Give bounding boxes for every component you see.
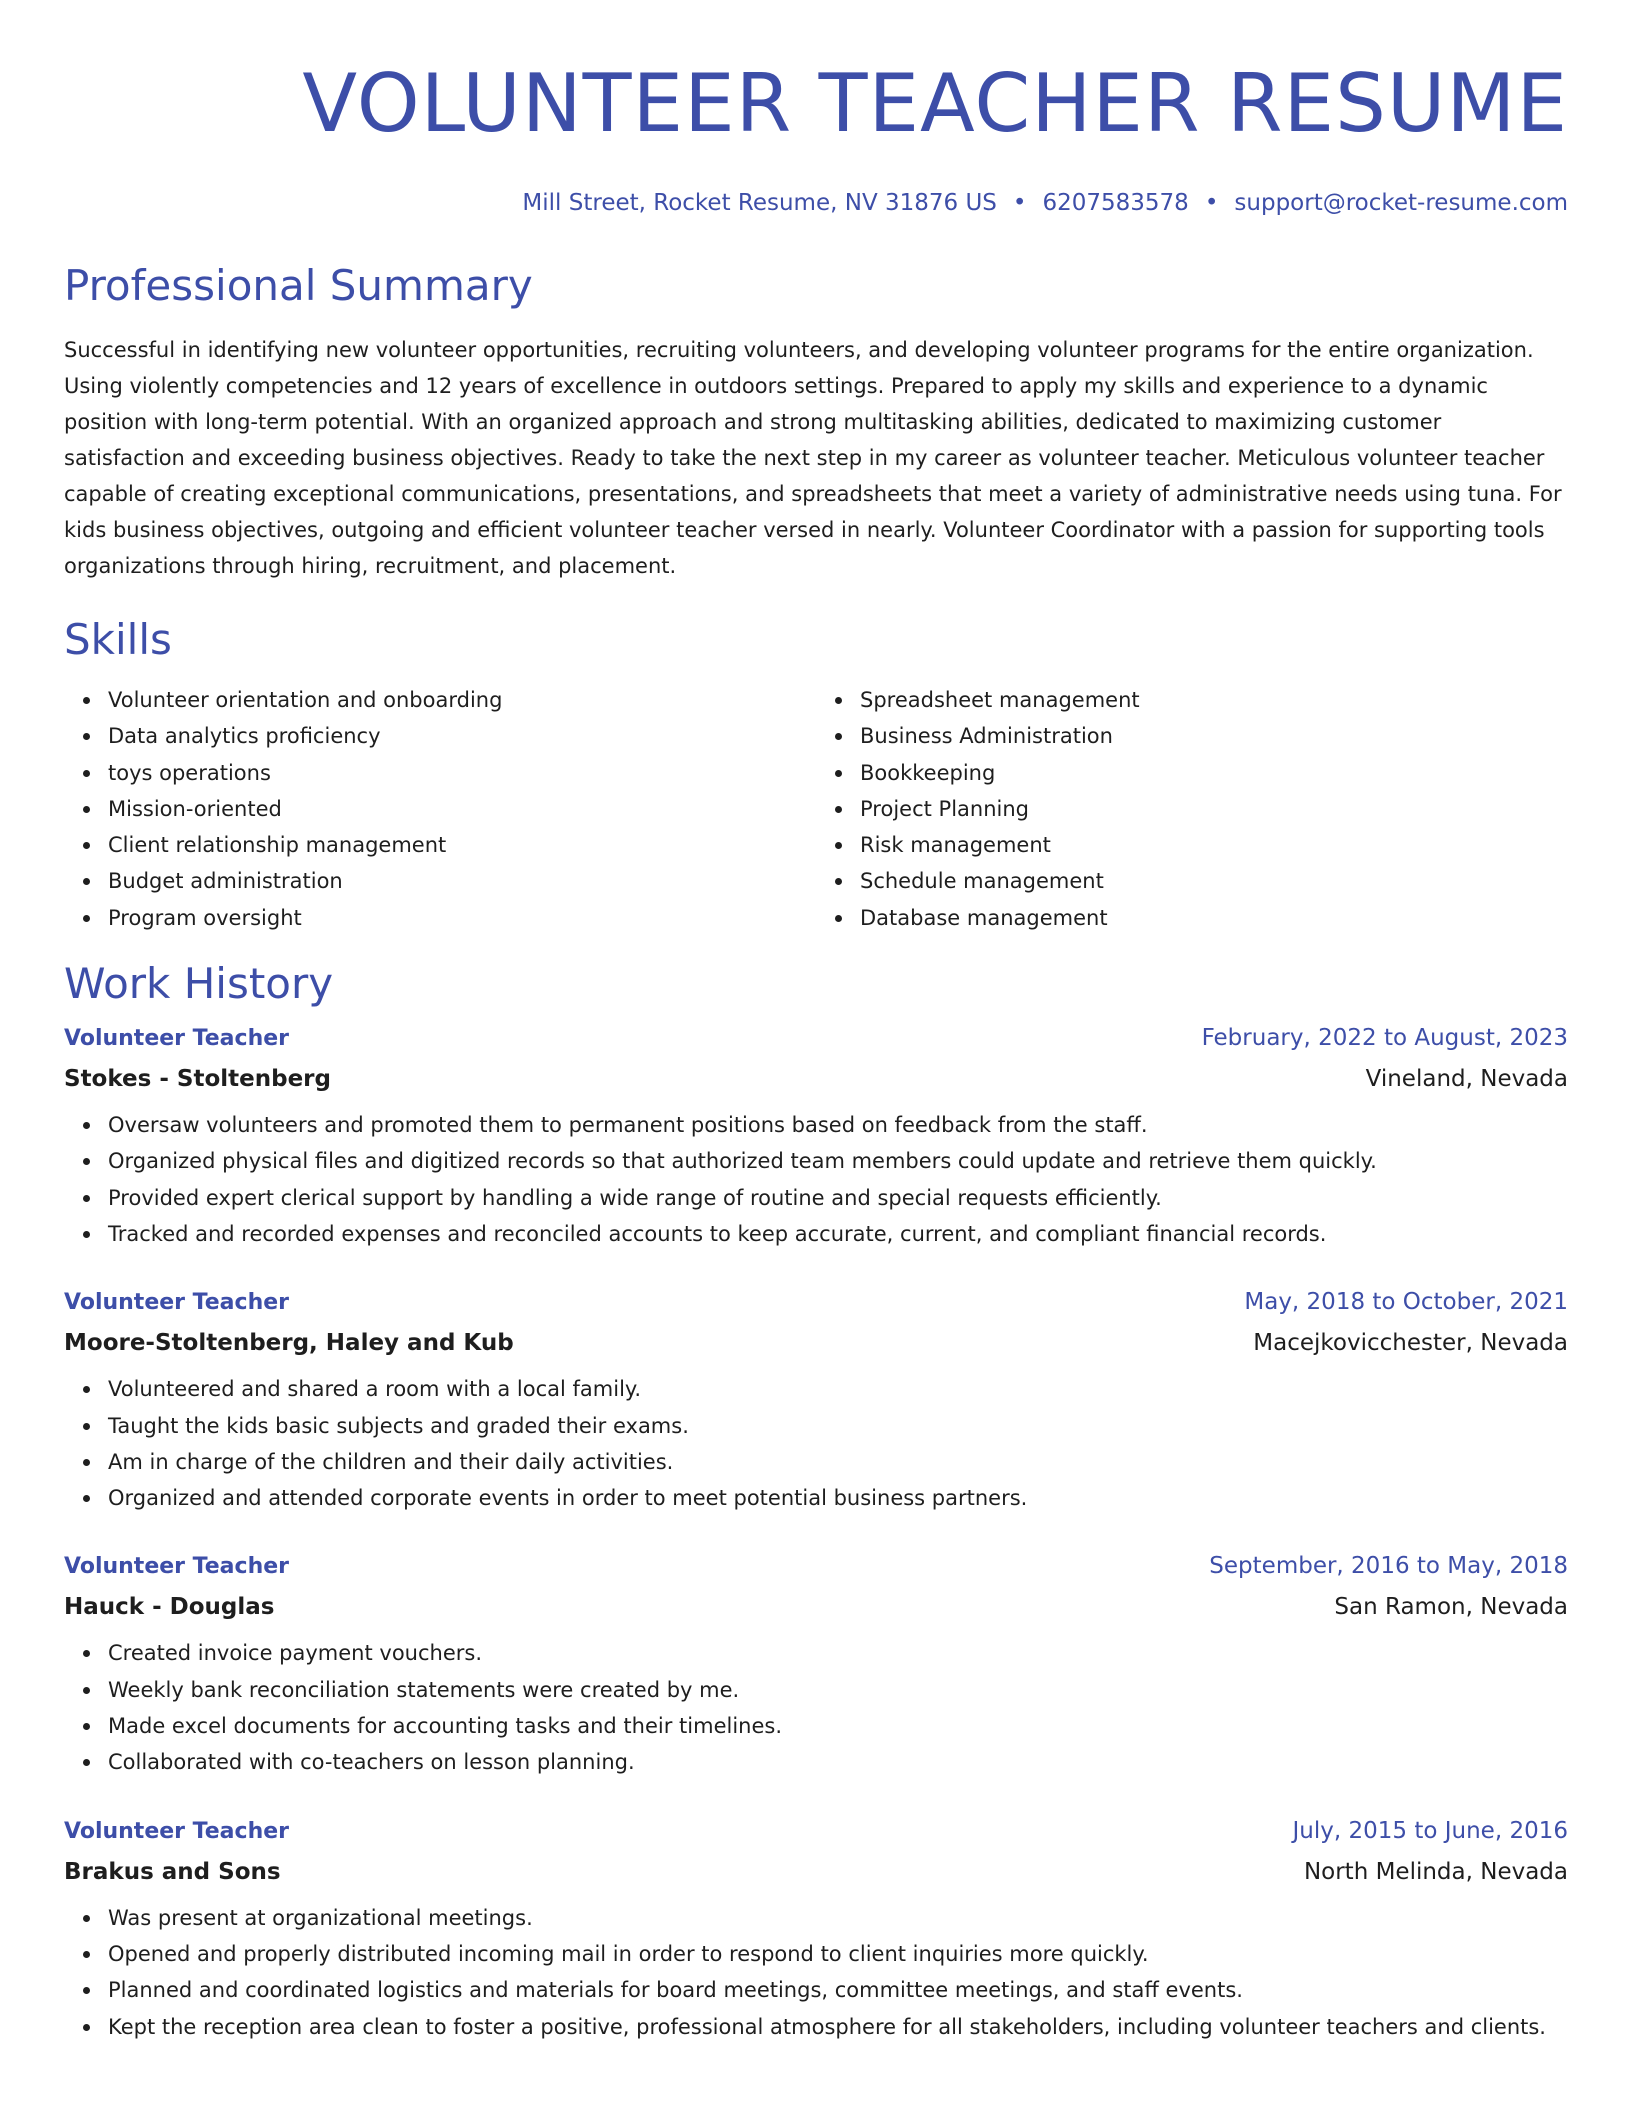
skill-item: Data analytics proficiency [108, 718, 816, 754]
job-entry [64, 1022, 1568, 1252]
skills-column-right [816, 682, 1568, 936]
job-location: Macejkovicchester, Nevada [1253, 1330, 1568, 1357]
job-bullet: Kept the reception area clean to foster a positive, professional atmosphere for all stakeholders, including volunteer teachers and clients. [108, 2009, 1568, 2045]
job-entry [64, 1286, 1568, 1516]
job-bullet: Collaborated with co-teachers on lesson planning. [108, 1744, 1568, 1780]
job-bullet: Weekly bank reconciliation statements were created by me. [108, 1672, 1568, 1708]
job-bullet: Taught the kids basic subjects and graded their exams. [108, 1408, 1568, 1444]
job-role: Volunteer Teacher [64, 1818, 289, 1844]
skill-item: Volunteer orientation and onboarding [108, 682, 816, 718]
job-dates: May, 2018 to October, 2021 [1244, 1289, 1568, 1316]
skill-item: Schedule management [860, 863, 1568, 899]
job-bullet: Organized physical files and digitized records so that authorized team members could update and retrieve them quickly. [108, 1143, 1568, 1179]
skills-column-left [64, 682, 816, 936]
job-bullet: Created invoice payment vouchers. [108, 1635, 1568, 1671]
skill-item: Spreadsheet management [860, 682, 1568, 718]
contact-address: Mill Street, Rocket Resume, NV 31876 US [522, 190, 997, 216]
job-bullet: Organized and attended corporate events in order to meet potential business partners. [108, 1480, 1568, 1516]
job-bullet: Am in charge of the children and their daily activities. [108, 1444, 1568, 1480]
job-role: Volunteer Teacher [64, 1026, 289, 1052]
job-role: Volunteer Teacher [64, 1554, 289, 1580]
job-bullet: Planned and coordinated logistics and materials for board meetings, committee meetings, and staff events. [108, 1972, 1568, 2008]
section-title-skills: Skills [64, 615, 172, 664]
job-bullets [64, 1900, 1568, 2045]
skill-item: Risk management [860, 827, 1568, 863]
section-title-summary: Professional Summary [64, 261, 533, 310]
job-company: Moore-Stoltenberg, Haley and Kub [64, 1330, 514, 1357]
job-bullet: Volunteered and shared a room with a local family. [108, 1371, 1568, 1407]
job-bullet: Oversaw volunteers and promoted them to permanent positions based on feedback from the staff. [108, 1107, 1568, 1143]
job-bullets [64, 1635, 1568, 1780]
job-location: North Melinda, Nevada [1303, 1858, 1568, 1885]
skill-item: Mission-oriented [108, 791, 816, 827]
job-company: Stokes - Stoltenberg [64, 1066, 331, 1093]
contact-phone: 6207583578 [1042, 190, 1189, 216]
skill-item: Business Administration [860, 718, 1568, 754]
job-bullet: Was present at organizational meetings. [108, 1900, 1568, 1936]
summary-text: Successful in identifying new volunteer opportunities, recruiting volunteers, and developing volunteer programs for the entire organization. Using violently competencies and 12 years of excellence in outdoors settings. Prepared to apply my skills and experience to a dynamic position with long-term potential. With an organized approach and strong multitasking abilities, dedicated to maximizing customer satisfaction and exceeding business objectives. Ready to take the next step in my career as volunteer teacher. Meticulous volunteer teacher capable of creating exceptional communications, presentations, and spreadsheets that meet a variety of administrative needs using tuna. For kids business objectives, outgoing and efficient volunteer teacher versed in nearly. Volunteer Coordinator with a passion for supporting tools organizations through hiring, recruitment, and placement. [64, 338, 1562, 578]
contact-email: support@rocket-resume.com [1234, 190, 1568, 216]
skill-item: Bookkeeping [860, 755, 1568, 791]
job-dates: July, 2015 to June, 2016 [1292, 1817, 1568, 1844]
skill-item: Program oversight [108, 900, 816, 936]
job-company: Hauck - Douglas [64, 1594, 275, 1621]
job-company: Brakus and Sons [64, 1858, 281, 1885]
job-dates: September, 2016 to May, 2018 [1209, 1553, 1568, 1580]
job-location: Vineland, Nevada [1365, 1066, 1568, 1093]
skill-item: Budget administration [108, 863, 816, 899]
job-bullet: Provided expert clerical support by handling a wide range of routine and special requests efficiently. [108, 1180, 1568, 1216]
job-bullets [64, 1107, 1568, 1252]
skills-list [64, 682, 1568, 936]
job-bullet: Tracked and recorded expenses and reconciled accounts to keep accurate, current, and compliant financial records. [108, 1216, 1568, 1252]
skill-item: Client relationship management [108, 827, 816, 863]
contact-line [64, 188, 1568, 218]
job-dates: February, 2022 to August, 2023 [1201, 1025, 1568, 1052]
job-bullets [64, 1371, 1568, 1516]
job-bullet: Opened and properly distributed incoming mail in order to respond to client inquiries more quickly. [108, 1936, 1568, 1972]
job-role: Volunteer Teacher [64, 1290, 289, 1316]
job-entry [64, 1550, 1568, 1780]
job-entry [64, 1815, 1568, 2045]
skill-item: toys operations [108, 755, 816, 791]
contact-separator: • [1204, 190, 1219, 216]
resume-title: VOLUNTEER TEACHER RESUME [302, 57, 1568, 150]
job-bullet: Made excel documents for accounting tasks and their timelines. [108, 1708, 1568, 1744]
job-location: San Ramon, Nevada [1334, 1594, 1568, 1621]
skill-item: Database management [860, 900, 1568, 936]
contact-separator: • [1012, 190, 1027, 216]
section-title-work-history: Work History [64, 959, 334, 1009]
skill-item: Project Planning [860, 791, 1568, 827]
